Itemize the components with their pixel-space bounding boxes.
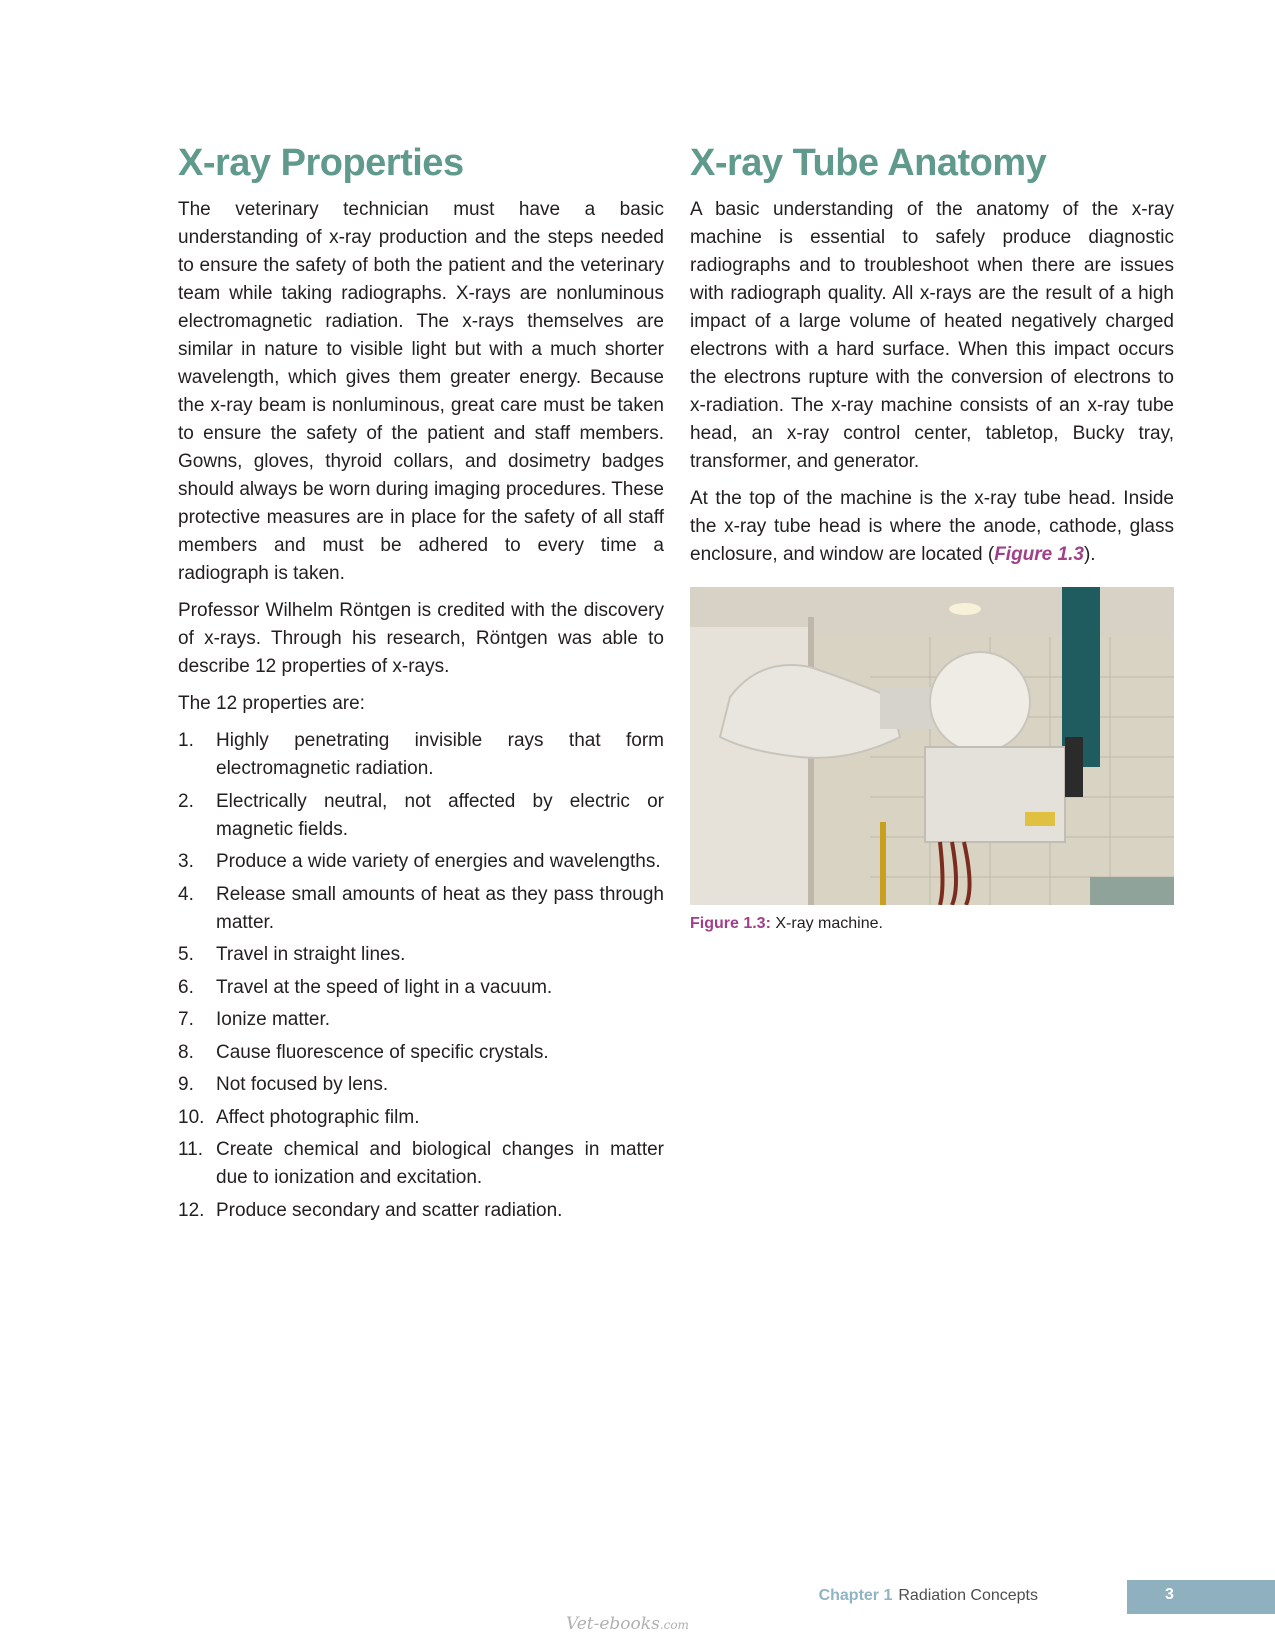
list-item: 11. Create chemical and biological changes in matter due to ionization and excitation.	[178, 1139, 664, 1188]
xray-machine-photo	[690, 587, 1174, 905]
chapter-title: Radiation Concepts	[898, 1587, 1038, 1604]
list-intro: The 12 properties are:	[178, 693, 365, 714]
tube-head-paragraph: At the top of the machine is the x-ray tube head. Inside the x-ray tube head is where the anode, cathode, glass enclosure, and window are located (Figure 1.3).	[690, 488, 1174, 565]
page-number-box	[1127, 1580, 1275, 1614]
watermark-logo: Vet-ebooks.com	[566, 1614, 689, 1634]
list-item: 7. Ionize matter.	[178, 1009, 331, 1030]
properties-list	[178, 727, 664, 1225]
list-item: 1. Highly penetrating invisible rays that form electromagnetic radiation.	[178, 730, 664, 779]
list-item: 12. Produce secondary and scatter radiation.	[178, 1199, 563, 1221]
anatomy-paragraph: A basic understanding of the anatomy of the x-ray machine is essential to safely produce diagnostic radiographs and to troubleshoot when there are issues with radiograph quality. All x-rays are the result of a high impact of a large volume of heated negatively charged electrons with a hard surface. When this impact occurs the electrons rupture with the conversion of electrons to x-radiation. The x-ray machine consists of an x-ray tube head, an x-ray control center, tabletop, Bucky tray, transformer, and generator.	[690, 199, 1174, 472]
intro-paragraph: The veterinary technician must have a basic understanding of x-ray production and the steps needed to ensure the safety of both the patient and the veterinary team while taking radiographs. X-rays are nonluminous electromagnetic radiation. The x-rays themselves are similar in nature to visible light but with a much shorter wavelength, which gives them greater energy. Because the x-ray beam is nonluminous, great care must be taken to ensure the safety of the patient and staff members. Gowns, gloves, thyroid collars, and dosimetry badges should always be worn during imaging procedures. These protective measures are in place for the safety of all staff members and must be adhered to every time a radiograph is taken.	[178, 199, 664, 584]
list-item: 10. Affect photographic film.	[178, 1106, 420, 1128]
figure-reference-link[interactable]: Figure 1.3	[994, 544, 1084, 565]
page-number: 3	[1165, 1586, 1174, 1603]
list-item: 5. Travel in straight lines.	[178, 944, 406, 965]
list-item: 3. Produce a wide variety of energies and wavelengths.	[178, 851, 661, 872]
section-heading-tube-anatomy: X-ray Tube Anatomy	[690, 142, 1047, 184]
figure-caption-text: X-ray machine.	[775, 915, 883, 932]
list-item: 2. Electrically neutral, not affected by electric or magnetic fields.	[178, 790, 664, 840]
list-item: 8. Cause fluorescence of specific crystals.	[178, 1041, 549, 1063]
figure-caption	[690, 913, 1174, 935]
left-column	[178, 140, 664, 1229]
running-footer	[819, 1585, 1038, 1607]
page-footer	[0, 1580, 1275, 1614]
list-item: 9. Not focused by lens.	[178, 1074, 389, 1095]
chapter-label: Chapter 1	[818, 1587, 893, 1604]
section-heading-xray-properties: X-ray Properties	[178, 142, 464, 184]
list-item: 6. Travel at the speed of light in a vacuum.	[178, 976, 553, 998]
right-column	[690, 140, 1174, 935]
figure-label: Figure 1.3:	[690, 915, 771, 932]
list-item: 4. Release small amounts of heat as they pass through matter.	[178, 883, 664, 933]
rontgen-paragraph: Professor Wilhelm Röntgen is credited with the discovery of x-rays. Through his research, Röntgen was able to describe 12 properties of x-rays.	[178, 600, 664, 677]
